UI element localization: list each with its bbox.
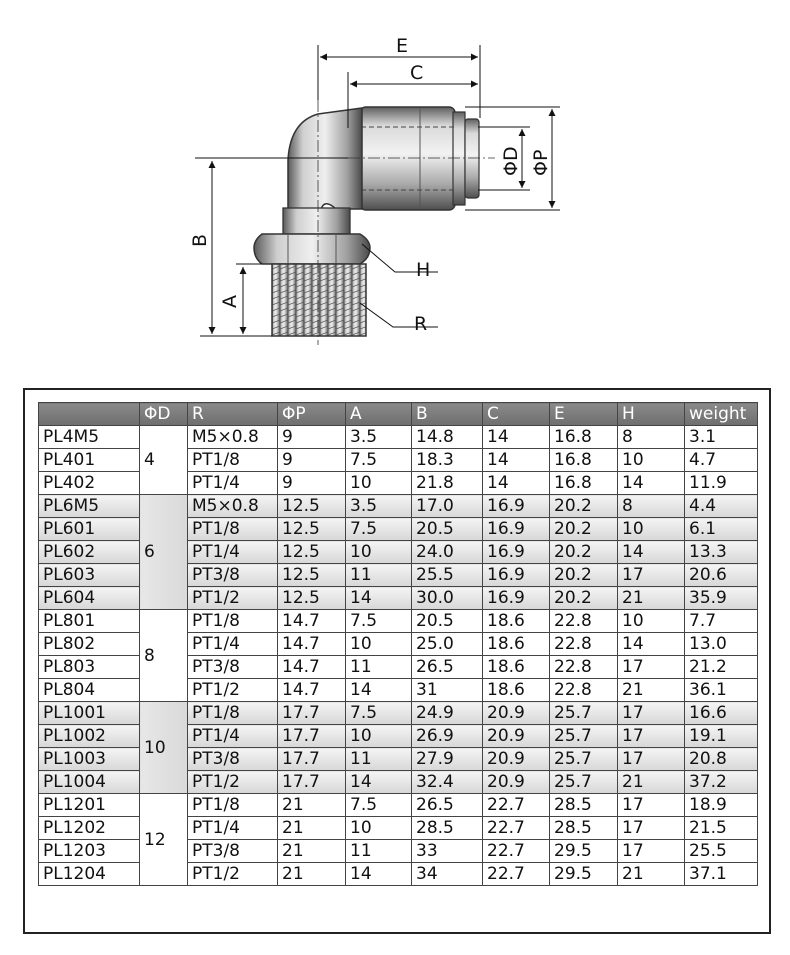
value-cell: 21 (278, 794, 346, 817)
value-cell: 14.7 (278, 679, 346, 702)
model-cell: PL802 (39, 633, 140, 656)
value-cell: 20.5 (412, 610, 483, 633)
value-cell: 21 (618, 771, 685, 794)
value-cell: 30.0 (412, 587, 483, 610)
table-row (39, 426, 758, 449)
value-cell: 20.2 (550, 564, 618, 587)
value-cell: 26.9 (412, 725, 483, 748)
value-cell: M5×0.8 (188, 426, 278, 449)
value-cell: PT1/4 (188, 541, 278, 564)
value-cell: 18.6 (483, 656, 550, 679)
value-cell: 14.8 (412, 426, 483, 449)
value-cell: 10 (346, 725, 412, 748)
value-cell: 7.5 (346, 794, 412, 817)
value-cell: PT1/2 (188, 771, 278, 794)
header-weight: weight (685, 403, 758, 426)
value-cell: 22.7 (483, 817, 550, 840)
value-cell: 22.7 (483, 840, 550, 863)
value-cell: 7.5 (346, 449, 412, 472)
value-cell: PT1/4 (188, 817, 278, 840)
value-cell: 16.9 (483, 541, 550, 564)
value-cell: 20.9 (483, 748, 550, 771)
value-cell: 22.7 (483, 863, 550, 886)
value-cell: 7.5 (346, 518, 412, 541)
value-cell: 17.7 (278, 702, 346, 725)
header-phiD: ΦD (140, 403, 188, 426)
value-cell: 7.5 (346, 610, 412, 633)
value-cell: 14 (618, 541, 685, 564)
dim-label-R: R (414, 313, 428, 335)
table-header-row (39, 403, 758, 426)
value-cell: 22.8 (550, 610, 618, 633)
value-cell: 8 (618, 426, 685, 449)
dim-label-B: B (189, 233, 211, 247)
value-cell: 20.9 (483, 725, 550, 748)
value-cell: PT1/4 (188, 633, 278, 656)
dim-label-A: A (219, 295, 241, 308)
value-cell: 17 (618, 725, 685, 748)
value-cell: PT3/8 (188, 656, 278, 679)
value-cell: 10 (346, 472, 412, 495)
value-cell: 28.5 (412, 817, 483, 840)
model-cell: PL602 (39, 541, 140, 564)
value-cell: 17 (618, 748, 685, 771)
value-cell: PT1/8 (188, 794, 278, 817)
header-E: E (550, 403, 618, 426)
value-cell: 17 (618, 564, 685, 587)
model-cell: PL801 (39, 610, 140, 633)
phiD-cell: 10 (140, 702, 188, 794)
value-cell: 21.8 (412, 472, 483, 495)
dim-label-phiD: ΦD (500, 146, 522, 176)
value-cell: 20.8 (685, 748, 758, 771)
header-B: B (412, 403, 483, 426)
table-row (39, 702, 758, 725)
value-cell: 25.5 (685, 840, 758, 863)
value-cell: 12.5 (278, 564, 346, 587)
value-cell: PT3/8 (188, 748, 278, 771)
value-cell: 11.9 (685, 472, 758, 495)
value-cell: 16.9 (483, 495, 550, 518)
value-cell: 20.2 (550, 587, 618, 610)
model-cell: PL4M5 (39, 426, 140, 449)
value-cell: 21 (618, 679, 685, 702)
model-cell: PL603 (39, 564, 140, 587)
value-cell: 20.2 (550, 495, 618, 518)
value-cell: PT3/8 (188, 564, 278, 587)
value-cell: 16.6 (685, 702, 758, 725)
value-cell: 32.4 (412, 771, 483, 794)
value-cell: 12.5 (278, 541, 346, 564)
value-cell: 36.1 (685, 679, 758, 702)
model-cell: PL1004 (39, 771, 140, 794)
value-cell: 4.7 (685, 449, 758, 472)
table-body (39, 426, 758, 886)
value-cell: 13.3 (685, 541, 758, 564)
model-cell: PL601 (39, 518, 140, 541)
value-cell: 14.7 (278, 656, 346, 679)
value-cell: 25.0 (412, 633, 483, 656)
model-cell: PL1203 (39, 840, 140, 863)
value-cell: PT1/8 (188, 702, 278, 725)
value-cell: 12.5 (278, 518, 346, 541)
value-cell: 17.7 (278, 748, 346, 771)
value-cell: 17 (618, 656, 685, 679)
value-cell: 25.7 (550, 771, 618, 794)
model-cell: PL401 (39, 449, 140, 472)
value-cell: 16.9 (483, 587, 550, 610)
model-cell: PL402 (39, 472, 140, 495)
value-cell: 34 (412, 863, 483, 886)
value-cell: 21 (278, 840, 346, 863)
value-cell: PT1/8 (188, 610, 278, 633)
value-cell: PT1/8 (188, 449, 278, 472)
value-cell: 9 (278, 426, 346, 449)
value-cell: 8 (618, 495, 685, 518)
value-cell: 10 (346, 541, 412, 564)
value-cell: 20.2 (550, 541, 618, 564)
value-cell: 14 (618, 472, 685, 495)
value-cell: 20.2 (550, 518, 618, 541)
value-cell: 16.8 (550, 472, 618, 495)
value-cell: PT1/4 (188, 725, 278, 748)
header-R: R (188, 403, 278, 426)
value-cell: 25.7 (550, 725, 618, 748)
value-cell: 9 (278, 449, 346, 472)
value-cell: 29.5 (550, 863, 618, 886)
dim-label-phiP: ΦP (530, 149, 552, 176)
value-cell: 25.7 (550, 748, 618, 771)
header-H: H (618, 403, 685, 426)
spec-table (38, 402, 758, 886)
value-cell: 12.5 (278, 587, 346, 610)
value-cell: 22.7 (483, 794, 550, 817)
value-cell: 17 (618, 840, 685, 863)
value-cell: 35.9 (685, 587, 758, 610)
value-cell: 21 (618, 587, 685, 610)
value-cell: 7.7 (685, 610, 758, 633)
value-cell: 14 (346, 863, 412, 886)
value-cell: 14 (483, 449, 550, 472)
value-cell: 22.8 (550, 633, 618, 656)
value-cell: PT3/8 (188, 840, 278, 863)
phiD-cell: 12 (140, 794, 188, 886)
value-cell: 25.7 (550, 702, 618, 725)
value-cell: 37.1 (685, 863, 758, 886)
model-cell: PL1202 (39, 817, 140, 840)
model-cell: PL803 (39, 656, 140, 679)
value-cell: 17.0 (412, 495, 483, 518)
value-cell: 16.9 (483, 564, 550, 587)
value-cell: 20.9 (483, 771, 550, 794)
phiD-cell: 8 (140, 610, 188, 702)
value-cell: 16.8 (550, 449, 618, 472)
value-cell: 14 (346, 679, 412, 702)
value-cell: 27.9 (412, 748, 483, 771)
dim-label-E: E (396, 35, 409, 57)
value-cell: 21 (278, 863, 346, 886)
value-cell: 7.5 (346, 702, 412, 725)
value-cell: 29.5 (550, 840, 618, 863)
value-cell: 14 (483, 426, 550, 449)
header-A: A (346, 403, 412, 426)
model-cell: PL804 (39, 679, 140, 702)
value-cell: PT1/2 (188, 587, 278, 610)
value-cell: 22.8 (550, 679, 618, 702)
value-cell: 17 (618, 817, 685, 840)
value-cell: PT1/4 (188, 472, 278, 495)
value-cell: 17.7 (278, 725, 346, 748)
value-cell: 3.1 (685, 426, 758, 449)
model-cell: PL1002 (39, 725, 140, 748)
model-cell: PL604 (39, 587, 140, 610)
value-cell: M5×0.8 (188, 495, 278, 518)
value-cell: 24.0 (412, 541, 483, 564)
value-cell: 3.5 (346, 495, 412, 518)
dim-label-H: H (416, 259, 431, 281)
fitting-body (254, 100, 495, 345)
value-cell: 26.5 (412, 656, 483, 679)
value-cell: 13.0 (685, 633, 758, 656)
value-cell: 24.9 (412, 702, 483, 725)
value-cell: 6.1 (685, 518, 758, 541)
value-cell: 14 (618, 633, 685, 656)
table-row (39, 495, 758, 518)
value-cell: 31 (412, 679, 483, 702)
table-row (39, 794, 758, 817)
value-cell: 19.1 (685, 725, 758, 748)
value-cell: 16.9 (483, 518, 550, 541)
value-cell: PT1/8 (188, 518, 278, 541)
value-cell: 20.9 (483, 702, 550, 725)
value-cell: 18.3 (412, 449, 483, 472)
value-cell: 21.5 (685, 817, 758, 840)
value-cell: 16.8 (550, 426, 618, 449)
value-cell: 18.6 (483, 633, 550, 656)
value-cell: 21.2 (685, 656, 758, 679)
value-cell: 17 (618, 702, 685, 725)
value-cell: 20.5 (412, 518, 483, 541)
value-cell: 17.7 (278, 771, 346, 794)
value-cell: 14 (346, 587, 412, 610)
model-cell: PL1204 (39, 863, 140, 886)
phiD-cell: 6 (140, 495, 188, 610)
model-cell: PL1201 (39, 794, 140, 817)
value-cell: 20.6 (685, 564, 758, 587)
value-cell: 10 (618, 610, 685, 633)
value-cell: 11 (346, 840, 412, 863)
value-cell: PT1/2 (188, 863, 278, 886)
model-cell: PL1003 (39, 748, 140, 771)
value-cell: 14.7 (278, 633, 346, 656)
value-cell: 10 (346, 633, 412, 656)
fitting-drawing (0, 0, 790, 370)
value-cell: 3.5 (346, 426, 412, 449)
value-cell: 14 (346, 771, 412, 794)
value-cell: 28.5 (550, 817, 618, 840)
spec-table-frame (23, 388, 771, 934)
value-cell: 33 (412, 840, 483, 863)
value-cell: 10 (618, 518, 685, 541)
value-cell: 26.5 (412, 794, 483, 817)
table-row (39, 610, 758, 633)
value-cell: 18.6 (483, 679, 550, 702)
dim-label-C: C (410, 62, 424, 84)
header-phiP: ΦP (278, 403, 346, 426)
value-cell: 14 (483, 472, 550, 495)
value-cell: 18.9 (685, 794, 758, 817)
value-cell: 17 (618, 794, 685, 817)
model-cell: PL1001 (39, 702, 140, 725)
value-cell: 10 (346, 817, 412, 840)
value-cell: 11 (346, 656, 412, 679)
value-cell: 12.5 (278, 495, 346, 518)
phiD-cell: 4 (140, 426, 188, 495)
value-cell: 9 (278, 472, 346, 495)
value-cell: 18.6 (483, 610, 550, 633)
value-cell: 25.5 (412, 564, 483, 587)
model-cell: PL6M5 (39, 495, 140, 518)
value-cell: 21 (278, 817, 346, 840)
value-cell: 11 (346, 748, 412, 771)
value-cell: 37.2 (685, 771, 758, 794)
header-C: C (483, 403, 550, 426)
value-cell: 14.7 (278, 610, 346, 633)
value-cell: 28.5 (550, 794, 618, 817)
value-cell: 11 (346, 564, 412, 587)
value-cell: PT1/2 (188, 679, 278, 702)
value-cell: 22.8 (550, 656, 618, 679)
value-cell: 4.4 (685, 495, 758, 518)
header-model (39, 403, 140, 426)
value-cell: 10 (618, 449, 685, 472)
value-cell: 21 (618, 863, 685, 886)
